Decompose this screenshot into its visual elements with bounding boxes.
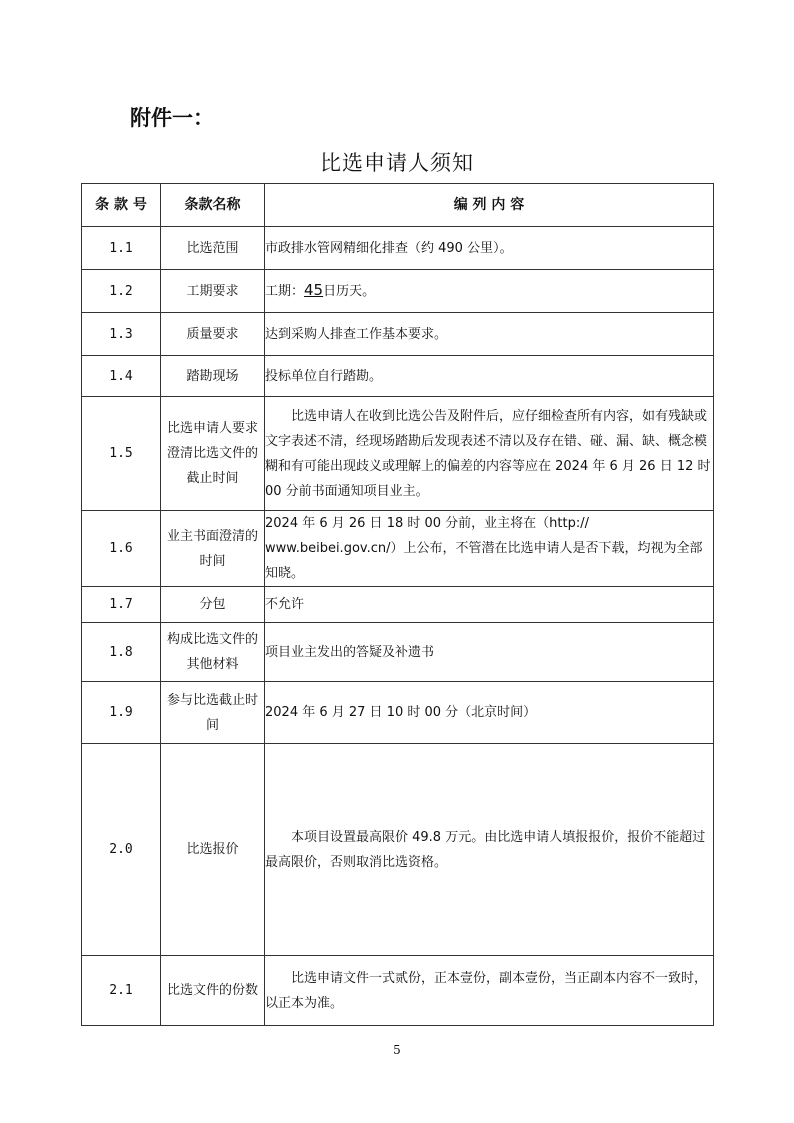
clause-number: 1.7 [82,587,161,623]
table-row [82,511,714,587]
table-row [82,623,714,682]
table-row [82,397,714,511]
clause-number: 1.4 [82,356,161,397]
clause-content: 不允许 [265,587,714,623]
table-row [82,682,714,744]
table-row [82,587,714,623]
table-row [82,956,714,1026]
clause-content [265,270,714,313]
duration-prefix: 工期： [265,284,305,299]
header-content: 编 列 内 容 [265,184,714,227]
table-row [82,744,714,956]
table-row [82,227,714,270]
clause-content: 本项目设置最高限价 49.8 万元。由比选申请人填报报价，报价不能超过最高限价，否则取消比选资格。 [265,744,714,956]
clause-content: 项目业主发出的答疑及补遗书 [265,623,714,682]
duration-suffix: 日历天。 [323,284,376,299]
clause-name: 工期要求 [161,270,265,313]
clause-name: 构成比选文件的其他材料 [161,623,265,682]
clause-content: 投标单位自行踏勘。 [265,356,714,397]
table-row [82,356,714,397]
clause-number: 1.3 [82,313,161,356]
header-clause-name: 条款名称 [161,184,265,227]
clause-name: 参与比选截止时间 [161,682,265,744]
clause-name: 比选范围 [161,227,265,270]
clause-name: 踏勘现场 [161,356,265,397]
clause-name: 分包 [161,587,265,623]
clause-name: 比选申请人要求澄清比选文件的截止时间 [161,397,265,511]
clause-number: 1.5 [82,397,161,511]
header-clause-number: 条 款 号 [82,184,161,227]
clause-name: 业主书面澄清的时间 [161,511,265,587]
table-row [82,313,714,356]
document-title: 比选申请人须知 [320,151,474,175]
table-row [82,270,714,313]
clause-number: 1.8 [82,623,161,682]
clause-content: 2024 年 6 月 27 日 10 时 00 分（北京时间） [265,682,714,744]
table-header-row [82,184,714,227]
clause-number: 2.1 [82,956,161,1026]
clause-content: 比选申请文件一式贰份，正本壹份，副本壹份，当正副本内容不一致时，以正本为准。 [265,956,714,1026]
clause-name: 质量要求 [161,313,265,356]
clause-number: 1.1 [82,227,161,270]
clause-number: 2.0 [82,744,161,956]
clause-number: 1.6 [82,511,161,587]
attachment-label: 附件一： [130,106,214,130]
clause-content: 市政排水管网精细化排查（约 490 公里）。 [265,227,714,270]
clause-number: 1.2 [82,270,161,313]
page-number: 5 [393,1043,401,1057]
clause-content: 比选申请人在收到比选公告及附件后，应仔细检查所有内容，如有残缺或文字表述不清，经现场踏勘后发现表述不清以及存在错、碰、漏、缺、概念模糊和有可能出现歧义或理解上的偏差的内容等应在 2024 年 6 月 26 日 12 时 00 分前书面通知项目业主。 [265,397,714,511]
clause-number: 1.9 [82,682,161,744]
clause-name: 比选文件的份数 [161,956,265,1026]
duration-days: 45 [304,281,324,299]
clause-name: 比选报价 [161,744,265,956]
rules-table [81,183,714,1026]
clause-content: 2024 年 6 月 26 日 18 时 00 分前，业主将在（http:// www.beibei.gov.cn/）上公布，不管潜在比选申请人是否下载，均视为全部知晓。 [265,511,714,587]
clause-content: 达到采购人排查工作基本要求。 [265,313,714,356]
